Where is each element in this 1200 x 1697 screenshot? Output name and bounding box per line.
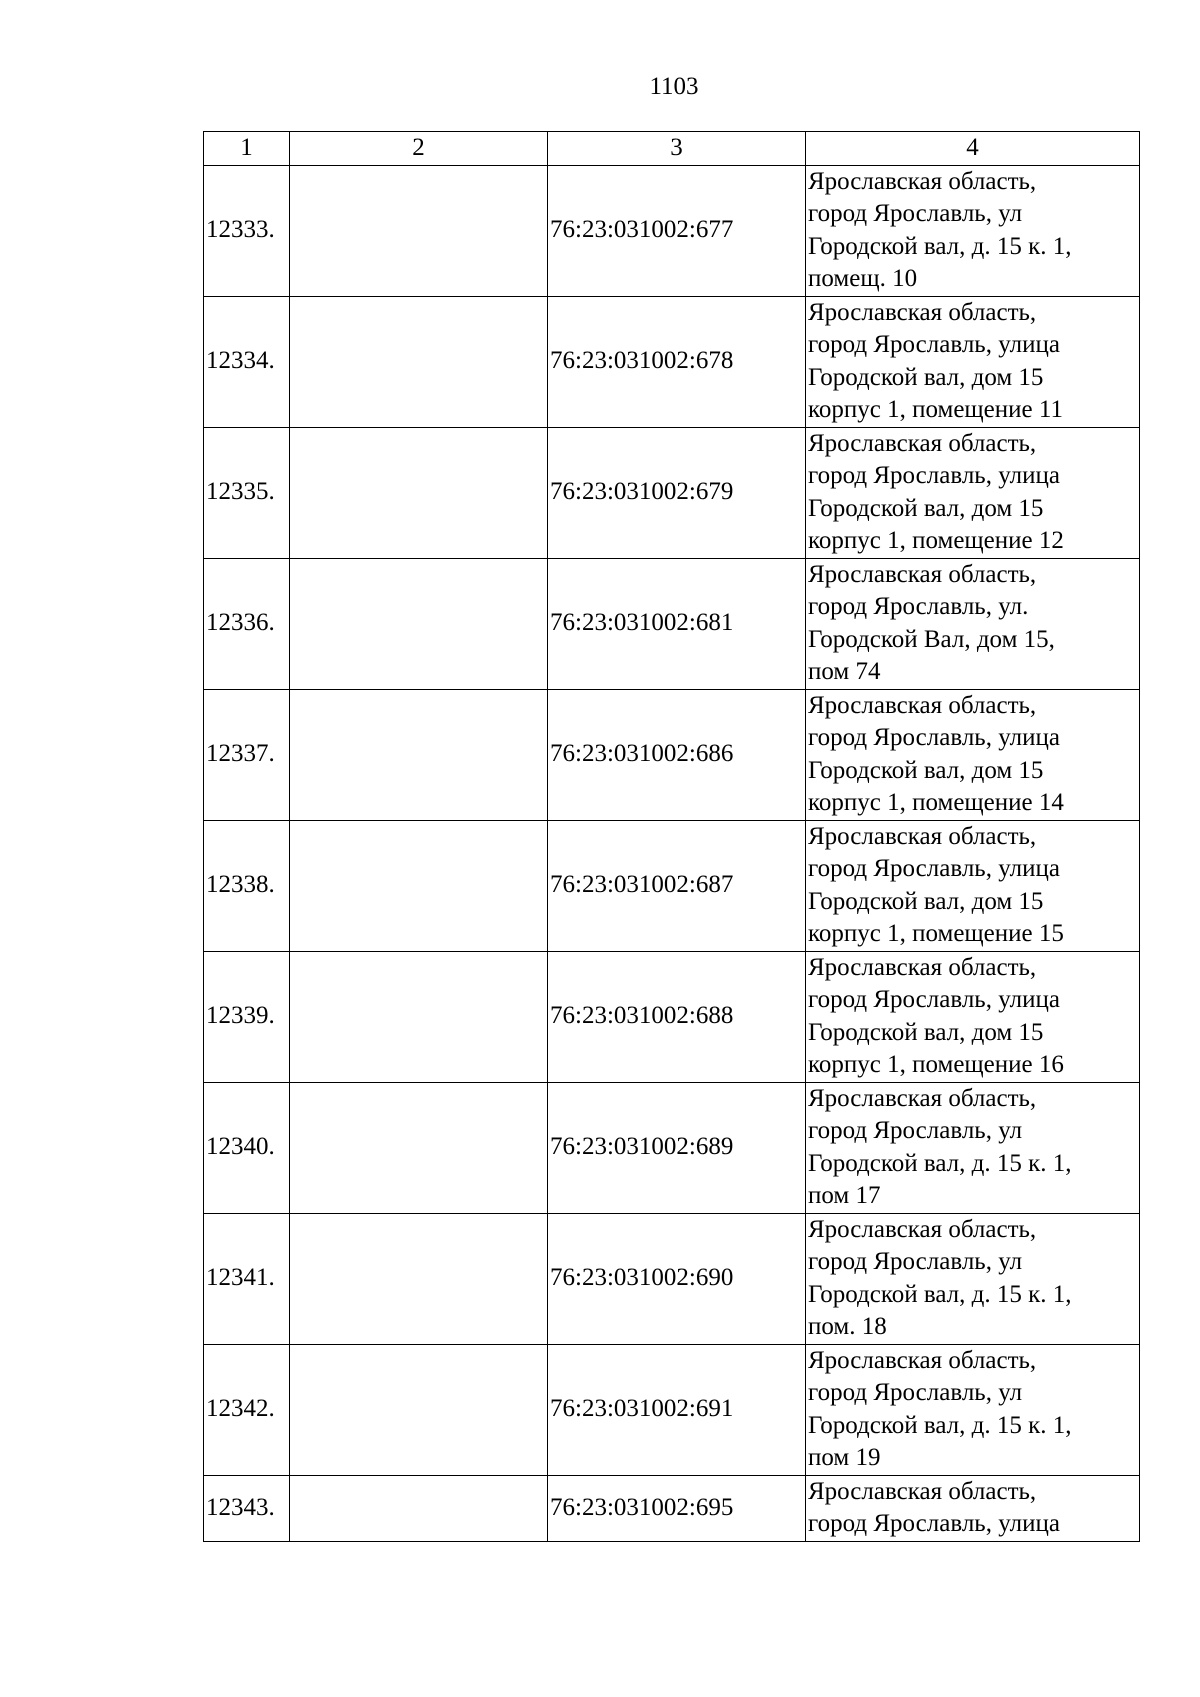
cadastral-number: 76:23:031002:695 (548, 1475, 806, 1541)
cadastral-number: 76:23:031002:691 (548, 1344, 806, 1475)
table-header-row (204, 132, 1140, 166)
row-col-2 (290, 1082, 548, 1213)
row-col-2 (290, 1475, 548, 1541)
address: Ярославская область, город Ярославль, ул Городской вал, д. 15 к. 1, пом 17 (806, 1082, 1140, 1213)
row-col-2 (290, 689, 548, 820)
address: Ярославская область, город Ярославль, улица (806, 1475, 1140, 1541)
address: Ярославская область, город Ярославль, ул Городской вал, д. 15 к. 1, пом. 18 (806, 1213, 1140, 1344)
address: Ярославская область, город Ярославль, ул Городской вал, д. 15 к. 1, пом 19 (806, 1344, 1140, 1475)
row-col-2 (290, 427, 548, 558)
row-number: 12342. (204, 1344, 290, 1475)
cadastral-number: 76:23:031002:689 (548, 1082, 806, 1213)
cadastral-number: 76:23:031002:687 (548, 820, 806, 951)
address: Ярославская область, город Ярославль, улица Городской вал, дом 15 корпус 1, помещение 15 (806, 820, 1140, 951)
cadastral-number: 76:23:031002:677 (548, 165, 806, 296)
row-col-2 (290, 820, 548, 951)
table-row (204, 689, 1140, 820)
row-col-2 (290, 558, 548, 689)
cadastral-number: 76:23:031002:686 (548, 689, 806, 820)
address: Ярославская область, город Ярославль, улица Городской вал, дом 15 корпус 1, помещение 11 (806, 296, 1140, 427)
table-row (204, 951, 1140, 1082)
table-row (204, 820, 1140, 951)
table-row (204, 1082, 1140, 1213)
registry-table (203, 131, 1140, 1542)
address: Ярославская область, город Ярославль, ул. Городской Вал, дом 15, пом 74 (806, 558, 1140, 689)
header-col-1: 1 (204, 132, 290, 166)
cadastral-number: 76:23:031002:679 (548, 427, 806, 558)
row-col-2 (290, 951, 548, 1082)
table-row (204, 1213, 1140, 1344)
address: Ярославская область, город Ярославль, улица Городской вал, дом 15 корпус 1, помещение 16 (806, 951, 1140, 1082)
row-col-2 (290, 1344, 548, 1475)
table-row (204, 558, 1140, 689)
row-number: 12335. (204, 427, 290, 558)
row-number: 12338. (204, 820, 290, 951)
address: Ярославская область, город Ярославль, улица Городской вал, дом 15 корпус 1, помещение 14 (806, 689, 1140, 820)
table-row (204, 296, 1140, 427)
row-number: 12336. (204, 558, 290, 689)
cadastral-number: 76:23:031002:678 (548, 296, 806, 427)
header-col-4: 4 (806, 132, 1140, 166)
cadastral-number: 76:23:031002:690 (548, 1213, 806, 1344)
row-number: 12341. (204, 1213, 290, 1344)
row-col-2 (290, 165, 548, 296)
row-col-2 (290, 296, 548, 427)
cadastral-number: 76:23:031002:688 (548, 951, 806, 1082)
row-col-2 (290, 1213, 548, 1344)
row-number: 12339. (204, 951, 290, 1082)
row-number: 12334. (204, 296, 290, 427)
page-number: 1103 (649, 73, 699, 100)
header-col-3: 3 (548, 132, 806, 166)
table-row (204, 1344, 1140, 1475)
row-number: 12343. (204, 1475, 290, 1541)
row-number: 12333. (204, 165, 290, 296)
table-row (204, 427, 1140, 558)
address: Ярославская область, город Ярославль, улица Городской вал, дом 15 корпус 1, помещение 12 (806, 427, 1140, 558)
row-number: 12340. (204, 1082, 290, 1213)
table-row (204, 1475, 1140, 1541)
cadastral-number: 76:23:031002:681 (548, 558, 806, 689)
row-number: 12337. (204, 689, 290, 820)
header-col-2: 2 (290, 132, 548, 166)
table-row (204, 165, 1140, 296)
address: Ярославская область, город Ярославль, ул Городской вал, д. 15 к. 1, помещ. 10 (806, 165, 1140, 296)
